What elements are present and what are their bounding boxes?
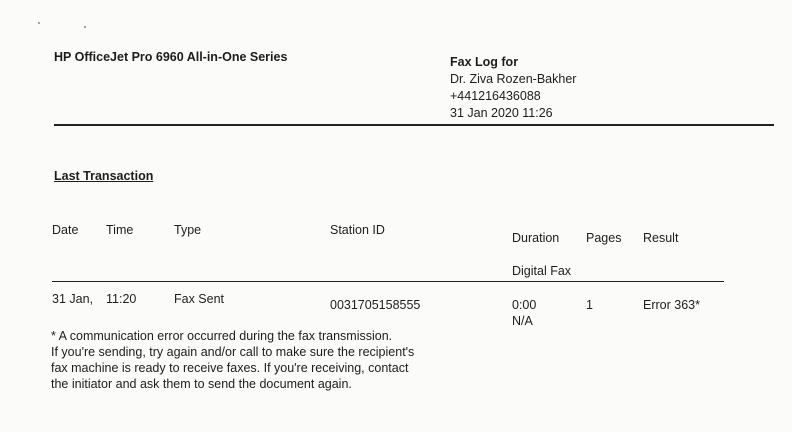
scan-speck [84,26,86,28]
col-header-pages: Pages [586,231,622,245]
col-header-result: Result [643,231,679,245]
report-datetime: 31 Jan 2020 11:26 [450,106,553,120]
col-header-time: Time [106,223,134,237]
row-duration-sub: N/A [512,314,533,328]
fax-log-title: Fax Log for [450,55,519,69]
error-note-line: If you're sending, try again and/or call to make sure the recipient's [51,345,415,359]
col-header-station-id: Station ID [330,223,385,237]
owner-name: Dr. Ziva Rozen-Bakher [450,72,577,86]
table-divider [52,281,724,282]
row-time: 11:20 [106,292,137,306]
owner-phone: +441216436088 [450,89,541,103]
col-header-duration: Duration [512,231,560,245]
error-note-line: the initiator and ask them to send the document again. [51,377,352,391]
row-result: Error 363* [643,298,700,312]
error-note-line: fax machine is ready to receive faxes. If you're receiving, contact [51,361,409,375]
error-note [51,328,451,392]
row-duration: 0:00 [512,298,537,312]
error-note-line: * A communication error occurred during the fax transmission. [51,329,393,343]
scan-speck [38,22,40,24]
col-header-type: Type [174,223,202,237]
device-name: HP OfficeJet Pro 6960 All-in-One Series [54,50,288,64]
fax-type-subheader: Digital Fax [512,264,572,278]
col-header-date: Date [52,223,79,237]
row-date: 31 Jan, [52,292,94,306]
row-type: Fax Sent [174,292,225,306]
row-station-id: 0031705158555 [330,298,421,312]
header-divider [54,124,774,126]
section-title: Last Transaction [54,169,154,183]
row-pages: 1 [586,298,593,312]
